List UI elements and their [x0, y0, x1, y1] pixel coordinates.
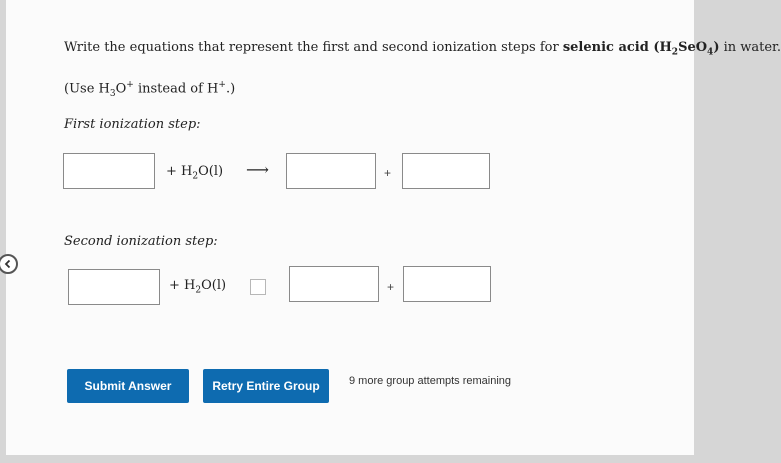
- first-step-plus: +: [384, 166, 392, 180]
- first-step-product2-box[interactable]: [402, 153, 490, 189]
- second-step-water: + $H_2O(l)$: [169, 278, 227, 296]
- hint-text: (Use $H_3O^+$ instead of H+.): [64, 80, 236, 99]
- reaction-arrow-icon: ⟶: [246, 160, 269, 179]
- second-step-arrow-box[interactable]: [250, 279, 266, 295]
- attempts-remaining: 9 more group attempts remaining: [349, 375, 512, 387]
- first-step-product1-box[interactable]: [286, 153, 376, 189]
- question-panel: [6, 0, 781, 455]
- first-step-label: First ionization step:: [64, 117, 201, 132]
- acid-name: selenic acid $(H_2SeO_4)$: [562, 40, 720, 58]
- first-step-water: + $H_2O(l)$: [166, 164, 224, 182]
- second-step-product1-box[interactable]: [289, 266, 379, 302]
- submit-answer-button[interactable]: Submit Answer: [67, 369, 189, 403]
- first-step-reactant-box[interactable]: [63, 153, 155, 189]
- second-step-product2-box[interactable]: [403, 266, 491, 302]
- second-step-reactant-box[interactable]: [68, 269, 160, 305]
- second-step-plus: +: [387, 280, 395, 294]
- retry-group-button[interactable]: Retry Entire Group: [203, 369, 329, 403]
- second-step-label: Second ionization step:: [64, 234, 218, 249]
- question-text: Write the equations that represent the first and second ionization steps for selenic acid $(H_2SeO_4)$ in water.: [64, 40, 781, 58]
